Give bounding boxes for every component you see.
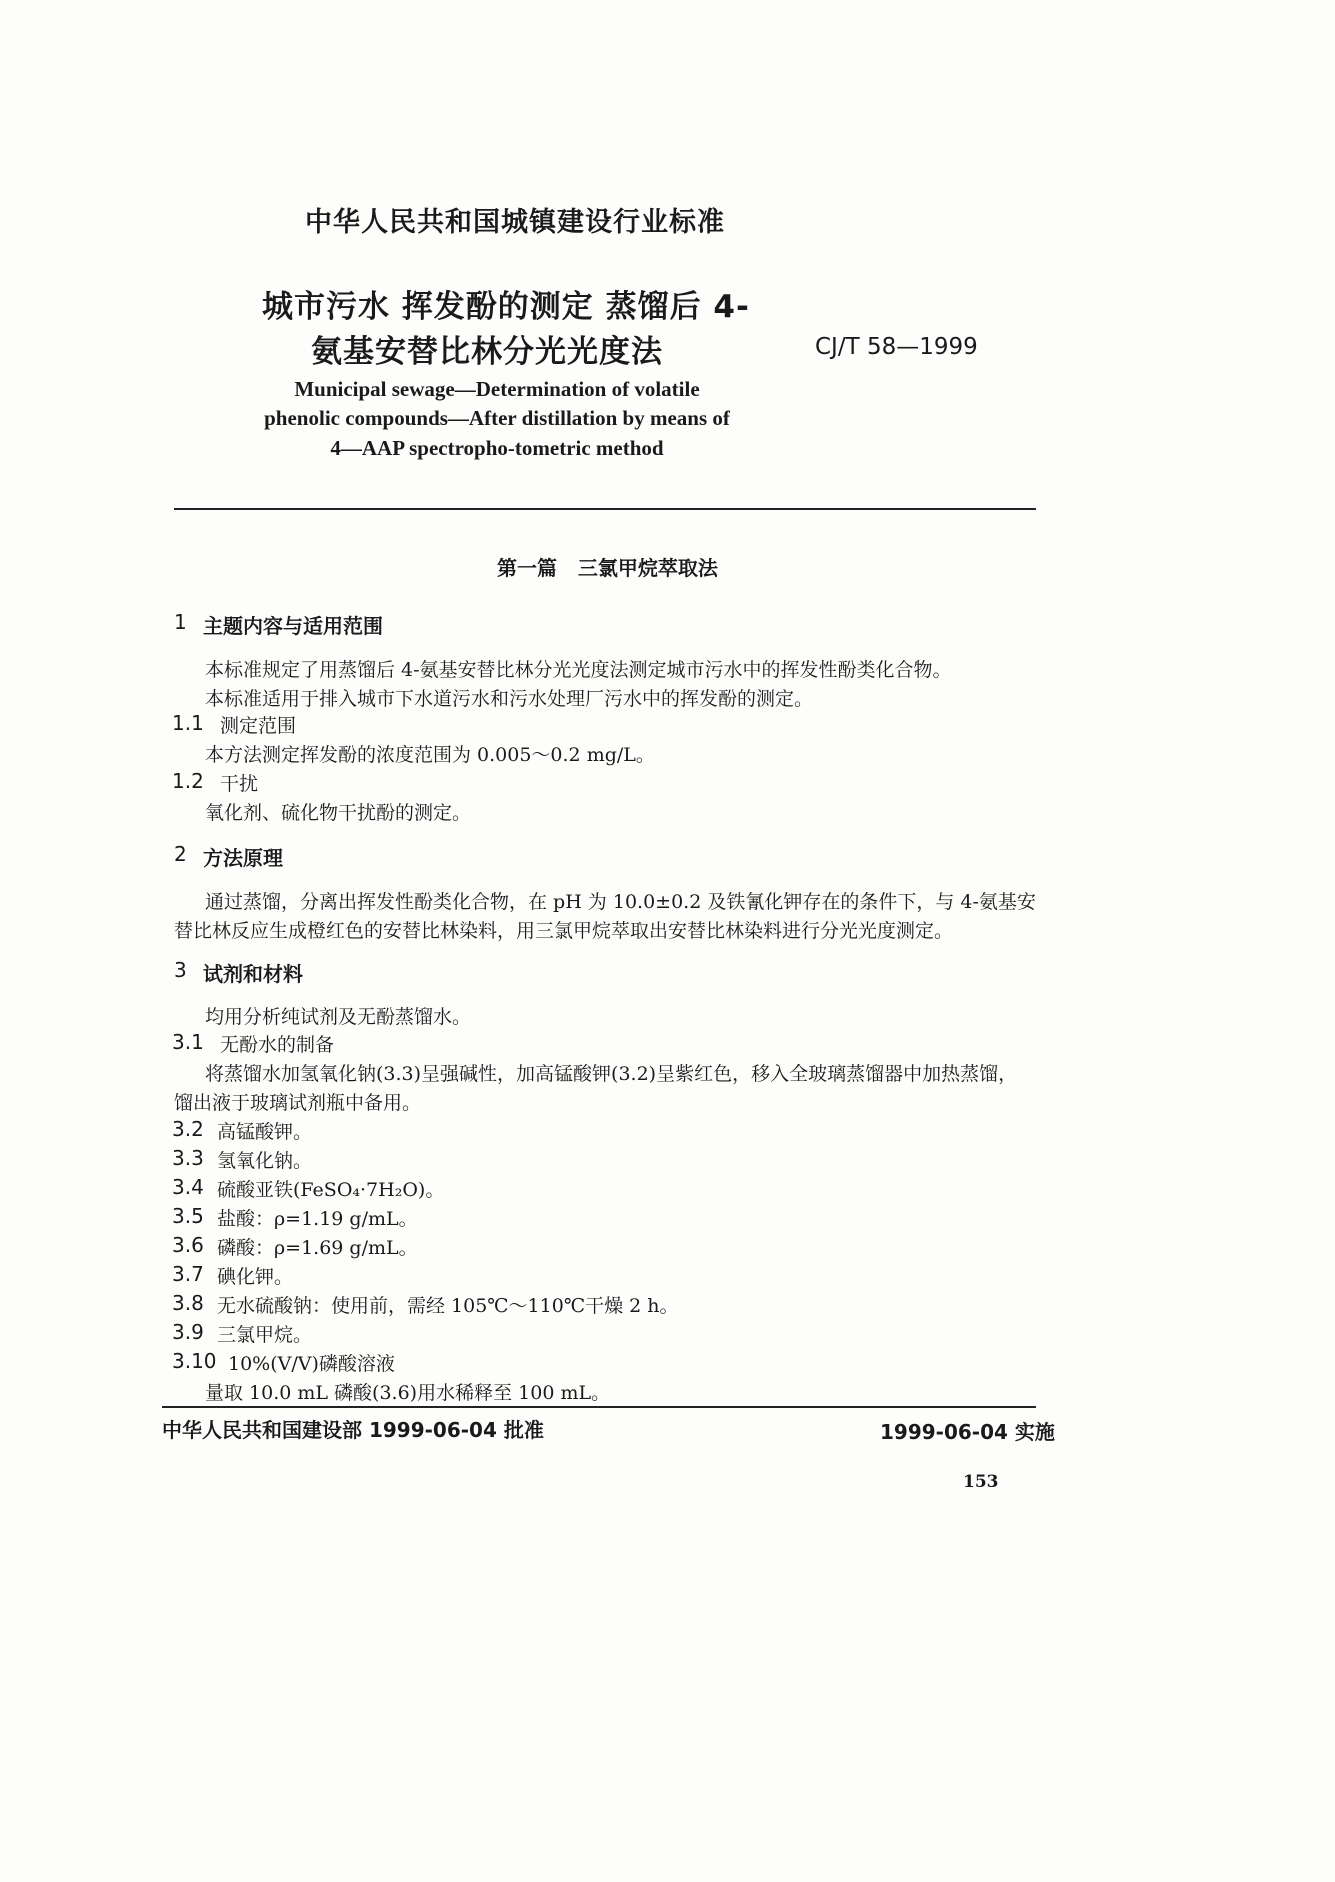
- item-3-2-text: 高锰酸钾。: [217, 1121, 313, 1143]
- section-2-title: 方法原理: [203, 846, 283, 870]
- item-3-10-title: 10%(V/V)磷酸溶液: [228, 1353, 395, 1375]
- agency-line: 中华人民共和国城镇建设行业标准: [305, 207, 725, 238]
- section-1-paragraph-2: 本标准适用于排入城市下水道污水和污水处理厂污水中的挥发酚的测定。: [205, 688, 814, 710]
- english-title-line-1: Municipal sewage—Determination of volatile: [294, 377, 700, 401]
- item-3-8-text: 无水硫酸钠：使用前，需经 105℃～110℃干燥 2 h。: [217, 1295, 679, 1317]
- item-3-10-number: 3.10: [172, 1349, 217, 1373]
- section-1-2-number: 1.2: [172, 769, 204, 793]
- item-3-5-text: 盐酸：ρ=1.19 g/mL。: [217, 1208, 418, 1230]
- section-1-1-number: 1.1: [172, 711, 204, 735]
- section-3-1-line-1: 将蒸馏水加氢氧化钠(3.3)呈强碱性，加高锰酸钾(3.2)呈紫红色，移入全玻璃蒸馏器中加热蒸馏，: [205, 1063, 1018, 1085]
- item-3-9-number: 3.9: [172, 1320, 204, 1344]
- english-title-line-2: phenolic compounds—After distillation by means of: [264, 406, 730, 430]
- item-3-6-number: 3.6: [172, 1233, 204, 1257]
- item-3-3-text: 氢氧化钠。: [217, 1150, 313, 1172]
- title-line-1: 城市污水 挥发酚的测定 蒸馏后 4-: [262, 289, 750, 325]
- section-3-number: 3: [174, 958, 187, 982]
- page-number: 153: [963, 1472, 999, 1492]
- section-1-1-title: 测定范围: [220, 715, 297, 737]
- header-divider: [174, 508, 1036, 510]
- part-title: 第一篇 三氯甲烷萃取法: [497, 556, 718, 580]
- footer-divider: [162, 1406, 1036, 1408]
- section-3-1-title: 无酚水的制备: [220, 1034, 335, 1056]
- section-1-number: 1: [174, 610, 187, 634]
- section-1-2-text: 氧化剂、硫化物干扰酚的测定。: [205, 802, 472, 824]
- section-1-title: 主题内容与适用范围: [203, 614, 383, 638]
- standard-code: CJ/T 58—1999: [815, 334, 978, 360]
- item-3-10-text: 量取 10.0 mL 磷酸(3.6)用水稀释至 100 mL。: [205, 1382, 611, 1404]
- section-2-line-2: 替比林反应生成橙红色的安替比林染料，用三氯甲烷萃取出安替比林染料进行分光光度测定。: [174, 920, 954, 942]
- item-3-5-number: 3.5: [172, 1204, 204, 1228]
- section-2-number: 2: [174, 842, 187, 866]
- item-3-8-number: 3.8: [172, 1291, 204, 1315]
- section-3-1-line-2: 馏出液于玻璃试剂瓶中备用。: [174, 1092, 422, 1114]
- item-3-4-number: 3.4: [172, 1175, 204, 1199]
- english-title-line-3: 4—AAP spectropho-tometric method: [330, 436, 664, 460]
- section-3-1-number: 3.1: [172, 1030, 204, 1054]
- title-line-2: 氨基安替比林分光光度法: [311, 334, 663, 370]
- section-2-line-1: 通过蒸馏，分离出挥发性酚类化合物，在 pH 为 10.0±0.2 及铁氰化钾存在的条件下，与 4-氨基安: [205, 891, 1036, 913]
- item-3-7-text: 碘化钾。: [217, 1266, 294, 1288]
- section-1-paragraph-1: 本标准规定了用蒸馏后 4-氨基安替比林分光光度法测定城市污水中的挥发性酚类化合物。: [205, 659, 952, 681]
- section-1-1-text: 本方法测定挥发酚的浓度范围为 0.005～0.2 mg/L。: [205, 744, 655, 766]
- item-3-9-text: 三氯甲烷。: [217, 1324, 313, 1346]
- section-3-title: 试剂和材料: [203, 962, 303, 986]
- item-3-3-number: 3.3: [172, 1146, 204, 1170]
- item-3-6-text: 磷酸：ρ=1.69 g/mL。: [217, 1237, 418, 1259]
- approval-line: 中华人民共和国建设部 1999-06-04 批准: [162, 1418, 544, 1442]
- implement-date: 1999-06-04 实施: [880, 1420, 1055, 1444]
- section-1-2-title: 干扰: [220, 773, 259, 795]
- section-3-intro: 均用分析纯试剂及无酚蒸馏水。: [205, 1006, 472, 1028]
- item-3-7-number: 3.7: [172, 1262, 204, 1286]
- item-3-4-text: 硫酸亚铁(FeSO₄·7H₂O)。: [217, 1179, 445, 1201]
- item-3-2-number: 3.2: [172, 1117, 204, 1141]
